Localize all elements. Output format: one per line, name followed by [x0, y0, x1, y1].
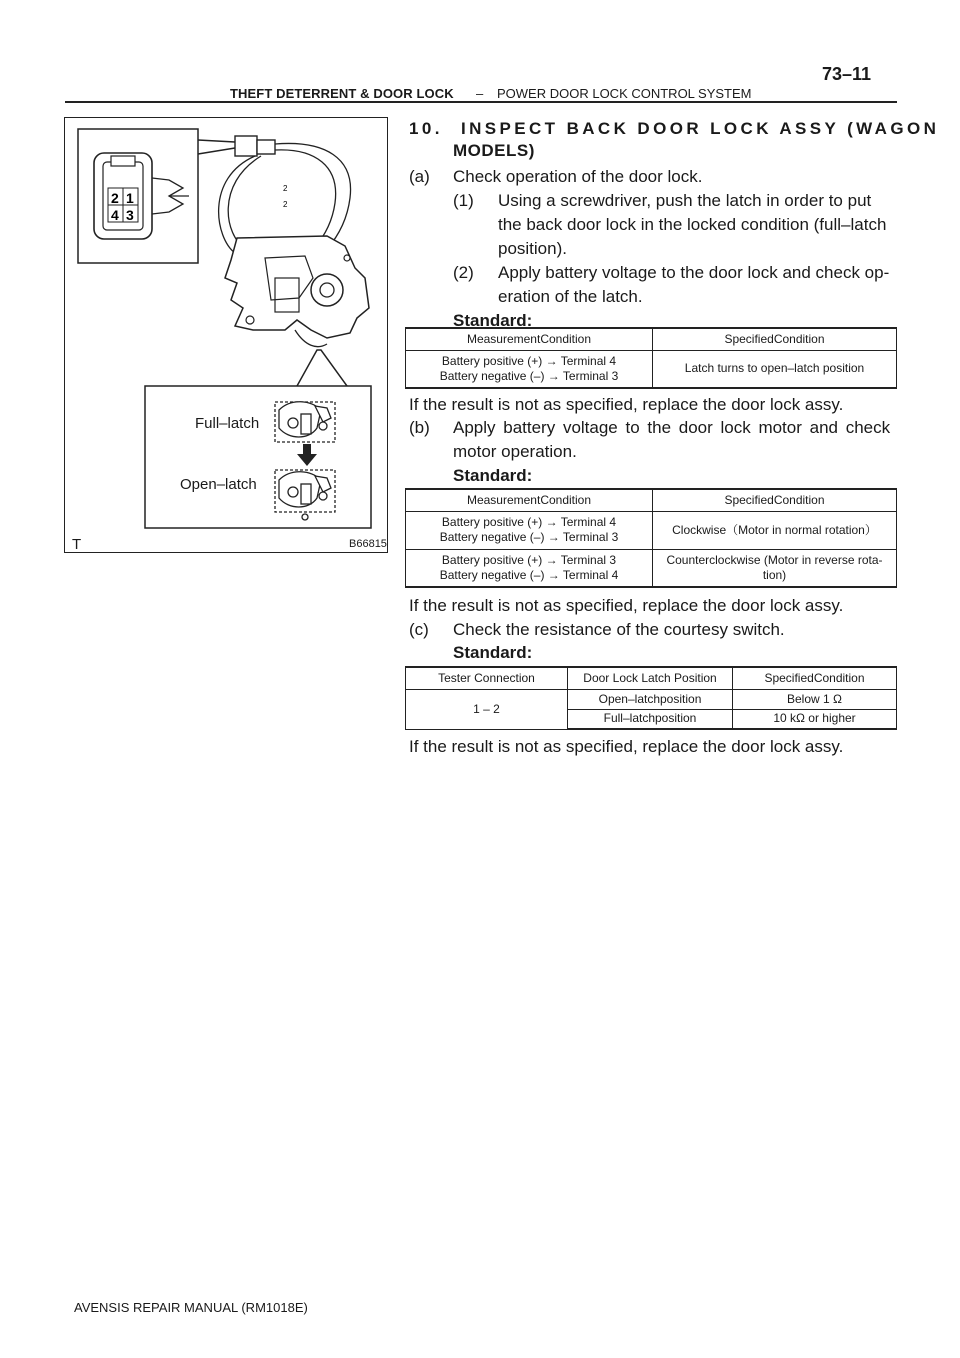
standard-label-3: Standard: [453, 643, 533, 662]
svg-text:2: 2 [283, 200, 288, 209]
table-header: Tester Connection [406, 667, 568, 689]
note-replace-1: If the result is not as specified, replace the door lock assy. [409, 395, 844, 414]
item-a-label: (a) [409, 167, 430, 186]
table-row [406, 689, 897, 709]
header-separator: – [476, 86, 484, 101]
table-header-row [406, 328, 897, 350]
item-b-line2: motor operation. [453, 442, 577, 461]
condition-line: Battery positive (+) → Terminal 4 [441, 353, 617, 368]
item-a2-label: (2) [453, 263, 474, 282]
item-c-label: (c) [409, 620, 429, 639]
item-a-text: Check operation of the door lock. [453, 167, 703, 186]
table-row [406, 549, 897, 587]
table-header: Door Lock Latch Position [568, 667, 733, 689]
connector-pin-4: 4 [111, 207, 119, 223]
spec-line: Clockwise（Motor in normal rotation） [672, 522, 877, 537]
open-latch-label: Open–latch [180, 476, 257, 493]
condition-line: Battery negative (–) → Terminal 3 [439, 530, 619, 544]
table-header: SpecifiedCondition [653, 489, 897, 511]
full-latch-label: Full–latch [195, 415, 260, 432]
header-rule [65, 101, 897, 103]
standard-label-2: Standard: [453, 466, 533, 485]
spec-line: tion) [762, 567, 787, 582]
page-number: 73–11 [822, 64, 872, 84]
figure-marker: T [72, 536, 82, 553]
item-a1-line3: position). [498, 239, 567, 258]
table-header: SpecifiedCondition [653, 328, 897, 350]
table-cell [653, 549, 897, 587]
connector-pin-1: 1 [126, 190, 134, 206]
connector-pin-3: 3 [126, 207, 134, 223]
header-subsection: POWER DOOR LOCK CONTROL SYSTEM [497, 86, 752, 101]
standard-label-1: Standard: [453, 311, 533, 330]
condition-line: Battery positive (+) → Terminal 4 [441, 515, 617, 529]
figure-code: B66815 [349, 538, 387, 550]
condition-line: Battery negative (–) → Terminal 4 [439, 567, 619, 582]
item-b-label: (b) [409, 418, 430, 437]
step-number: 10. [409, 119, 443, 138]
table-header: MeasurementCondition [406, 328, 653, 350]
condition-line: Battery positive (+) → Terminal 3 [441, 552, 617, 567]
spec-table-2 [405, 488, 897, 588]
item-a1-line1: Using a screwdriver, push the latch in order to put [498, 191, 872, 210]
table-row [406, 511, 897, 549]
table-header-row [406, 489, 897, 511]
table-cell: Latch turns to open–latch position [653, 350, 897, 388]
svg-text:2: 2 [283, 184, 288, 193]
item-a2-line2: eration of the latch. [498, 287, 643, 306]
table-cell [653, 511, 897, 549]
step-title-line2: MODELS) [453, 141, 535, 160]
step-title [409, 117, 939, 141]
item-b-line1: Apply battery voltage to the door lock motor and check [453, 418, 891, 437]
table-cell: Full–latchposition [568, 709, 733, 729]
note-replace-3: If the result is not as specified, replace the door lock assy. [409, 737, 844, 756]
table-cell: Open–latchposition [568, 689, 733, 709]
table-cell: Below 1 Ω [733, 689, 897, 709]
table-cell [406, 549, 653, 587]
header-section: THEFT DETERRENT & DOOR LOCK [230, 86, 454, 101]
connector-pin-2: 2 [111, 190, 119, 206]
item-a1-line2: the back door lock in the locked condition (full–latch [498, 215, 887, 234]
table-header: SpecifiedCondition [733, 667, 897, 689]
table-cell: 1 – 2 [406, 689, 568, 729]
condition-line: Battery negative (–) → Terminal 3 [439, 368, 619, 383]
item-a2-line1: Apply battery voltage to the door lock and check op- [498, 263, 890, 282]
note-replace-2: If the result is not as specified, replace the door lock assy. [409, 596, 844, 615]
table-cell [406, 511, 653, 549]
spec-line: Counterclockwise (Motor in reverse rota- [666, 552, 883, 567]
spec-table-1 [405, 327, 897, 389]
table-row [406, 350, 897, 388]
table-header: MeasurementCondition [406, 489, 653, 511]
footer: AVENSIS REPAIR MANUAL (RM1018E) [74, 1300, 308, 1315]
table-cell [406, 350, 653, 388]
table-cell: 10 kΩ or higher [733, 709, 897, 729]
step-title-line1: INSPECT BACK DOOR LOCK ASSY (WAGON [460, 119, 940, 138]
door-lock-figure [64, 117, 388, 553]
spec-table-3 [405, 666, 897, 730]
table-header-row [406, 667, 897, 689]
item-a1-label: (1) [453, 191, 474, 210]
item-c-text: Check the resistance of the courtesy switch. [453, 620, 785, 639]
